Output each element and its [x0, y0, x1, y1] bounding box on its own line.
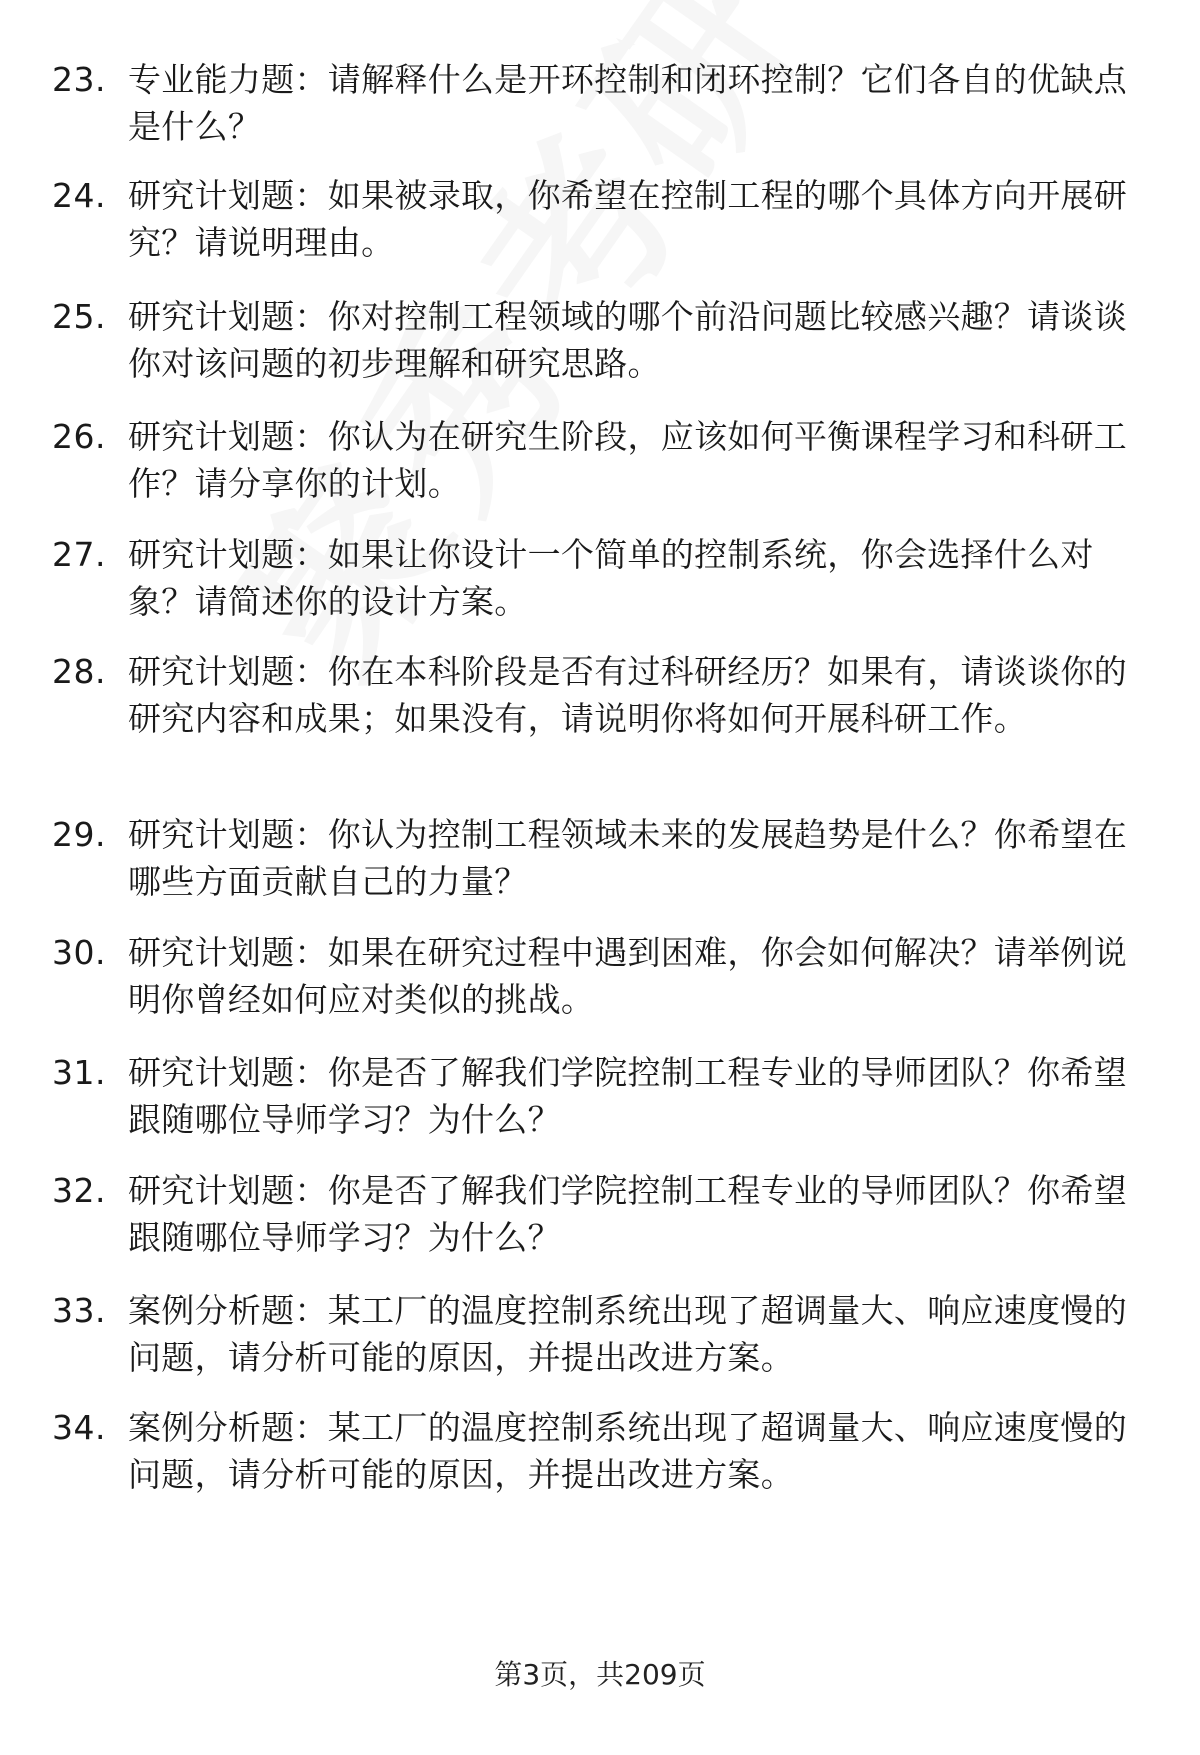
question-text: 案例分析题：某工厂的温度控制系统出现了超调量大、响应速度慢的问题，请分析可能的原因，并提出改进方案。: [128, 1291, 1127, 1377]
page-footer: 第3页，共209页: [494, 1658, 706, 1691]
question-number: 33.: [52, 1291, 106, 1330]
question-text: 研究计划题：如果在研究过程中遇到困难，你会如何解决？请举例说明你曾经如何应对类似的挑战。: [128, 933, 1127, 1019]
question-text: 研究计划题：你在本科阶段是否有过科研经历？如果有，请谈谈你的研究内容和成果；如果没有，请说明你将如何开展科研工作。: [128, 652, 1127, 738]
question-number: 25.: [52, 297, 106, 336]
question-number: 30.: [52, 933, 106, 972]
question-text: 研究计划题：你认为在研究生阶段，应该如何平衡课程学习和科研工作？请分享你的计划。: [128, 417, 1127, 503]
question-text: 研究计划题：你是否了解我们学院控制工程专业的导师团队？你希望跟随哪位导师学习？为什么？: [128, 1171, 1127, 1257]
question-number: 34.: [52, 1408, 106, 1447]
question-number: 31.: [52, 1053, 106, 1092]
question-text: 案例分析题：某工厂的温度控制系统出现了超调量大、响应速度慢的问题，请分析可能的原因，并提出改进方案。: [128, 1408, 1127, 1494]
question-text: 研究计划题：你认为控制工程领域未来的发展趋势是什么？你希望在哪些方面贡献自己的力量？: [128, 815, 1127, 901]
question-text: 研究计划题：你对控制工程领域的哪个前沿问题比较感兴趣？请谈谈你对该问题的初步理解和研究思路。: [128, 297, 1127, 383]
question-number: 32.: [52, 1171, 106, 1210]
question-number: 24.: [52, 176, 106, 215]
question-number: 29.: [52, 815, 106, 854]
question-text: 专业能力题：请解释什么是开环控制和闭环控制？它们各自的优缺点是什么？: [128, 60, 1127, 146]
question-number: 23.: [52, 60, 106, 99]
question-text: 研究计划题：你是否了解我们学院控制工程专业的导师团队？你希望跟随哪位导师学习？为什么？: [128, 1053, 1127, 1139]
question-number: 27.: [52, 535, 106, 574]
question-number: 26.: [52, 417, 106, 456]
question-number: 28.: [52, 652, 106, 691]
question-text: 研究计划题：如果被录取，你希望在控制工程的哪个具体方向开展研究？请说明理由。: [128, 176, 1127, 262]
question-text: 研究计划题：如果让你设计一个简单的控制系统，你会选择什么对象？请简述你的设计方案。: [128, 535, 1094, 621]
